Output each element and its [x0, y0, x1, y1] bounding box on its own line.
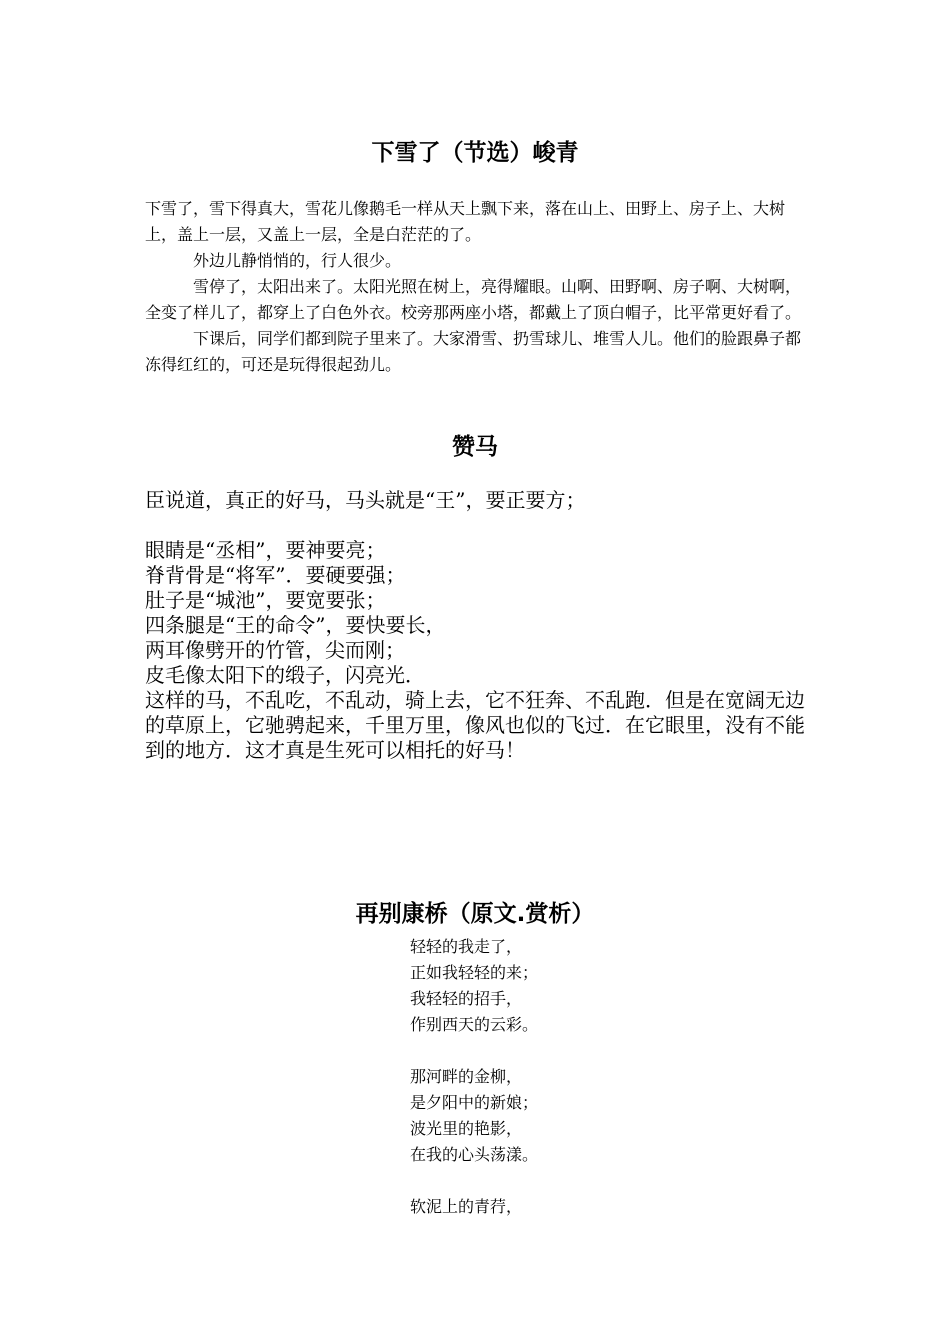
- poem-paragraph: 这样的马，不乱吃，不乱动，骑上去，它不狂奔、不乱跑．但是在宽阔无边的草原上，它驰骋起来，千里万里，像风也似的飞过．在它眼里，没有不能到的地方．这才真是生死可以相托的好马！: [145, 688, 805, 762]
- poem-line: 两耳像劈开的竹管，尖而刚；: [145, 638, 405, 662]
- section-body-zanma: [145, 488, 815, 763]
- section-body-xiaxuele: [145, 196, 810, 378]
- poem-line: 轻轻的我走了，: [410, 937, 523, 956]
- poem-line: 那河畔的金柳，: [410, 1067, 523, 1086]
- spacer: [145, 513, 815, 538]
- poem-line: 波光里的艳影，: [410, 1119, 523, 1138]
- poem-line: 软泥上的青荇，: [410, 1197, 523, 1216]
- intro-line: 臣说道，真正的好马，马头就是“王”，要正要方；: [145, 488, 586, 512]
- paragraph: 外边儿静悄悄的，行人很少。: [193, 251, 402, 270]
- poem-stanza: [410, 934, 538, 1038]
- section-title-zaibiekangqiao: 再别康桥（原文.赏析）: [355, 901, 595, 927]
- poem-line: 皮毛像太阳下的缎子，闪亮光．: [145, 663, 425, 687]
- paragraph: 雪停了，太阳出来了。太阳光照在树上，亮得耀眼。山啊、田野啊、房子啊、大树啊，全变了样儿了，都穿上了白色外衣。校旁那两座小塔，都戴上了顶白帽子，比平常更好看了。: [145, 277, 802, 322]
- poem-line: 脊背骨是“将军”．要硬要强；: [145, 563, 406, 587]
- section-title-zanma: 赞马: [452, 434, 498, 460]
- poem-line: 在我的心头荡漾。: [410, 1145, 539, 1164]
- poem-stanza: [410, 1194, 538, 1220]
- poem-line: 肚子是“城池”，要宽要张；: [145, 588, 386, 612]
- poem-line: 正如我轻轻的来；: [410, 963, 539, 982]
- poem-line: 四条腿是“王的命令”，要快要长，: [145, 613, 446, 637]
- section-title-xiaxuele: 下雪了（节选）峻青: [371, 140, 579, 166]
- paragraph: 下雪了，雪下得真大，雪花儿像鹅毛一样从天上飘下来，落在山上、田野上、房子上、大树上，盖上一层，又盖上一层，全是白茫茫的了。: [145, 199, 786, 244]
- poem-stanza: [410, 1064, 538, 1168]
- poem-line: 眼睛是“丞相”，要神要亮；: [145, 538, 386, 562]
- poem-line: 我轻轻的招手，: [410, 989, 523, 1008]
- paragraph: 下课后，同学们都到院子里来了。大家滑雪、扔雪球儿、堆雪人儿。他们的脸跟鼻子都冻得红红的，可还是玩得很起劲儿。: [145, 329, 802, 374]
- poem-line: 作别西天的云彩。: [410, 1015, 539, 1034]
- section-body-zaibiekangqiao: [410, 934, 538, 1246]
- poem-line: 是夕阳中的新娘；: [410, 1093, 539, 1112]
